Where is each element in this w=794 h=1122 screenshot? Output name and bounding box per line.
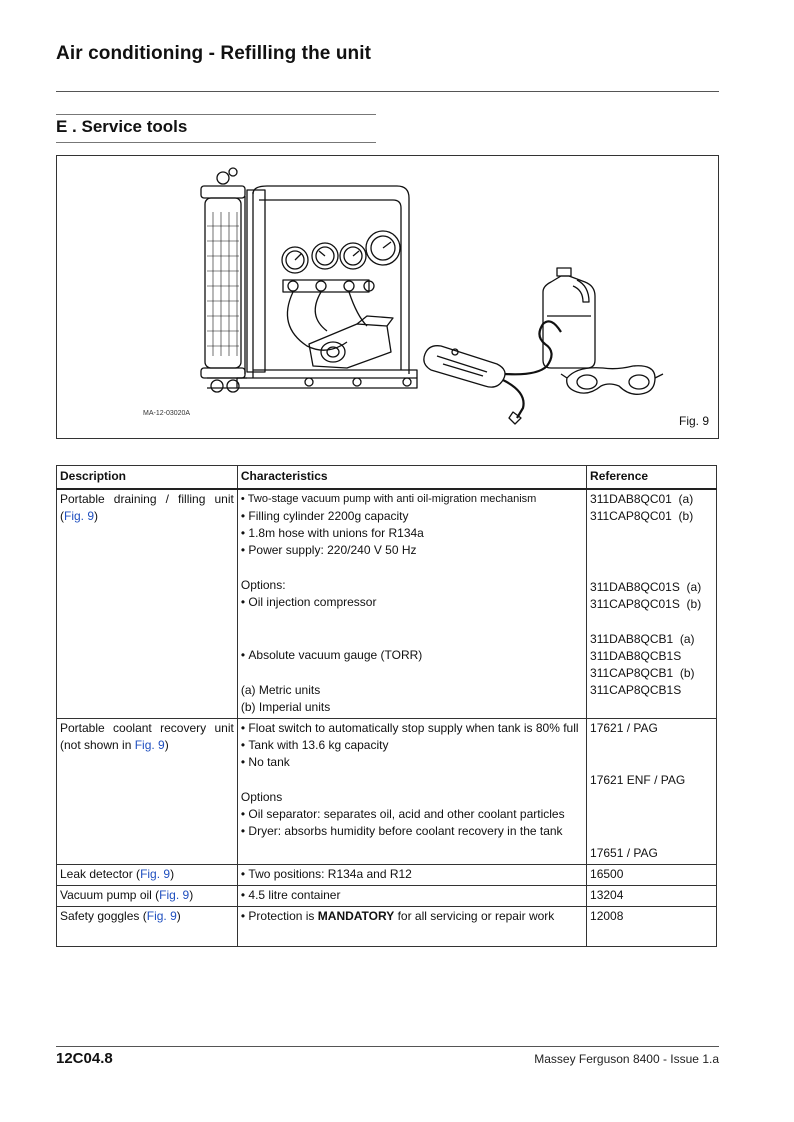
section-title: E . Service tools xyxy=(56,117,188,136)
row-characteristics: • Two positions: R134a and R12 xyxy=(237,864,586,885)
figure-link[interactable]: Fig. 9 xyxy=(134,737,165,752)
footer-divider xyxy=(56,1046,719,1047)
table-row xyxy=(57,864,717,885)
row-description: Leak detector (Fig. 9) xyxy=(57,864,238,885)
mandatory-emphasis: MANDATORY xyxy=(317,908,395,923)
safety-goggles-drawing xyxy=(561,366,663,395)
table-row xyxy=(57,718,717,864)
header-characteristics: Characteristics xyxy=(237,466,586,489)
manual-issue: Massey Ferguson 8400 - Issue 1.a xyxy=(534,1052,719,1066)
figure-link[interactable]: Fig. 9 xyxy=(140,866,171,881)
page-title: Air conditioning - Refilling the unit xyxy=(56,43,372,64)
service-tools-figure xyxy=(56,155,719,439)
row-reference: 13204 xyxy=(587,885,717,906)
row-reference: 17621 / PAG 17621 ENF / PAG 17651 / PAG xyxy=(587,718,717,864)
leak-detector-drawing xyxy=(424,321,561,424)
service-tools-illustration xyxy=(57,156,720,440)
table-row xyxy=(57,885,717,906)
header-description: Description xyxy=(57,466,238,489)
section-divider-bottom xyxy=(56,142,376,143)
figure-link[interactable]: Fig. 9 xyxy=(159,887,190,902)
row-characteristics: • Float switch to automatically stop supply when tank is 80% full • Tank with 13.6 kg capacity • No tank Options • Oil separator: separates oil, acid and other coolant particles • Dryer: absorbs humidity before coolant recovery in the tank xyxy=(237,718,586,864)
title-divider xyxy=(56,91,719,92)
header-reference: Reference xyxy=(587,466,717,489)
figure-code: MA-12-03020A xyxy=(143,410,191,417)
row-description: Vacuum pump oil (Fig. 9) xyxy=(57,885,238,906)
figure-caption: Fig. 9 xyxy=(678,414,709,428)
row-description: Portable coolant recovery unit (not shown in Fig. 9) xyxy=(57,718,238,864)
row-reference: 311DAB8QC01 (a) 311CAP8QC01 (b) 311DAB8QC01S (a) 311CAP8QC01S (b) 311DAB8QCB1 (a) 311DAB8QCB1S 311CAP8QCB1 (b) 311CAP8QCB1S xyxy=(587,489,717,719)
section-divider-top xyxy=(56,114,376,115)
row-description: Portable draining / filling unit (Fig. 9) xyxy=(57,489,238,719)
row-description: Safety goggles (Fig. 9) xyxy=(57,906,238,946)
figure-link[interactable]: Fig. 9 xyxy=(64,508,95,523)
row-characteristics: • Two-stage vacuum pump with anti oil-migration mechanism • Filling cylinder 2200g capacity • 1.8m hose with unions for R134a • Power supply: 220/240 V 50 Hz Options: • Oil injection compressor • Absolute vacuum gauge (TORR) (a) Metric units (b) Imperial units xyxy=(237,489,586,719)
row-reference: 16500 xyxy=(587,864,717,885)
row-reference: 12008 xyxy=(587,906,717,946)
service-tools-table xyxy=(56,465,717,947)
row-characteristics: • Protection is MANDATORY for all servicing or repair work xyxy=(237,906,586,946)
table-row xyxy=(57,906,717,946)
row-characteristics: • 4.5 litre container xyxy=(237,885,586,906)
filling-unit-drawing xyxy=(201,168,417,392)
table-header-row xyxy=(57,466,717,489)
table-row xyxy=(57,489,717,719)
figure-link[interactable]: Fig. 9 xyxy=(146,908,177,923)
page-number: 12C04.8 xyxy=(56,1050,113,1067)
